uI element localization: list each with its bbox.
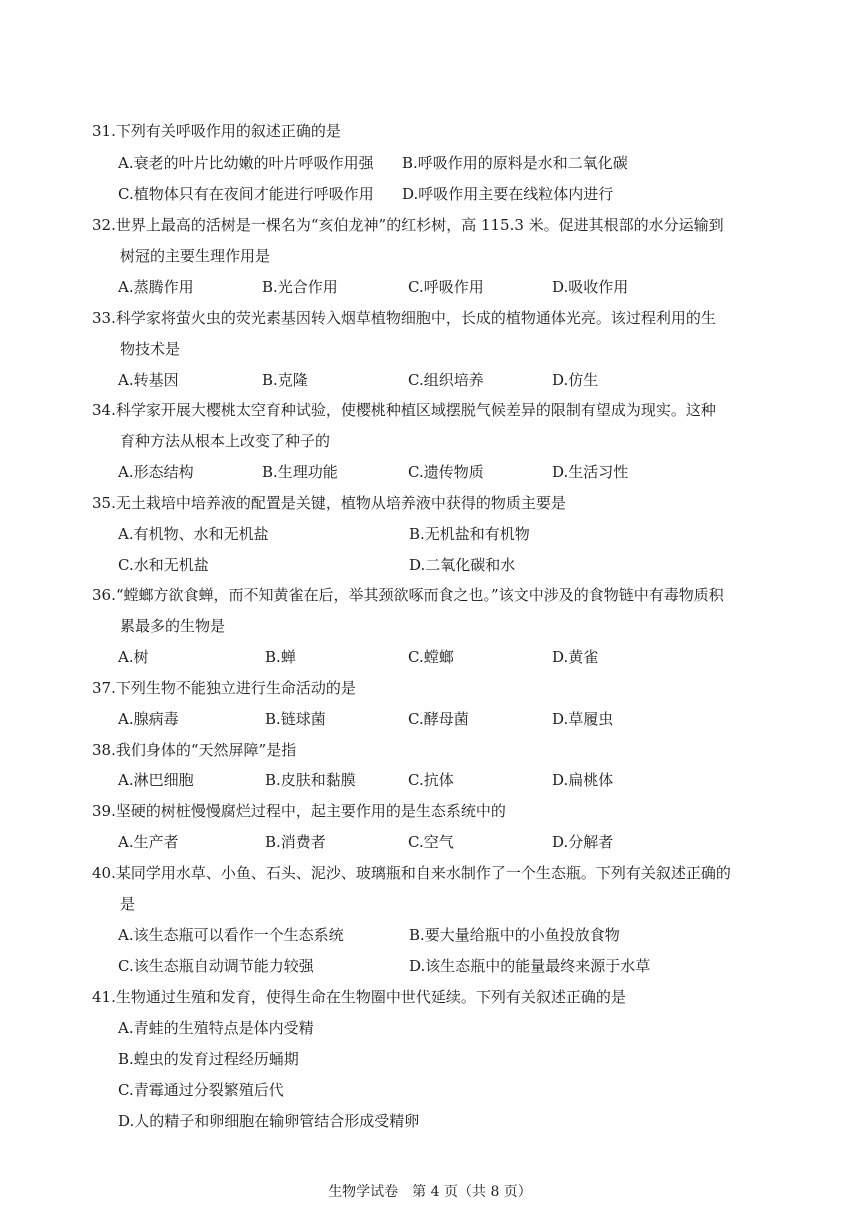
question-37-option-d: D.草履虫 xyxy=(552,710,614,728)
question-41-stem: 41.生物通过生殖和发育，使得生命在生物圈中世代延续。下列有关叙述正确的是 xyxy=(92,988,626,1006)
question-38-option-c: C.抗体 xyxy=(408,771,454,789)
question-40-option-c: C.该生态瓶自动调节能力较强 xyxy=(118,957,314,975)
question-36-option-d: D.黄雀 xyxy=(552,648,599,666)
question-39-stem: 39.坚硬的树桩慢慢腐烂过程中，起主要作用的是生态系统中的 xyxy=(92,802,506,820)
question-33-option-d: D.仿生 xyxy=(552,371,599,389)
question-32-stem: 32.世界上最高的活树是一棵名为“亥伯龙神”的红杉树，高 115.3 米。促进其根部的水分运输到 xyxy=(92,216,724,234)
question-34-option-b: B.生理功能 xyxy=(262,463,338,481)
question-37-stem: 37.下列生物不能独立进行生命活动的是 xyxy=(92,679,356,697)
question-38-option-d: D.扁桃体 xyxy=(552,771,614,789)
question-32-stem-cont: 树冠的主要生理作用是 xyxy=(120,247,271,265)
question-40-stem-cont: 是 xyxy=(120,895,136,913)
question-31-stem: 31.下列有关呼吸作用的叙述正确的是 xyxy=(92,122,341,140)
question-37-option-a: A.腺病毒 xyxy=(118,710,179,728)
question-31-option-b: B.呼吸作用的原料是水和二氧化碳 xyxy=(402,154,628,172)
question-36-option-b: B.蝉 xyxy=(265,648,296,666)
question-33-stem: 33.科学家将萤火虫的荧光素基因转入烟草植物细胞中，长成的植物通体光亮。该过程利用的生 xyxy=(92,309,716,327)
question-41-option-c: C.青霉通过分裂繁殖后代 xyxy=(118,1081,284,1099)
question-38-option-b: B.皮肤和黏膜 xyxy=(265,771,356,789)
question-33-option-b: B.克隆 xyxy=(262,371,308,389)
question-39-option-a: A.生产者 xyxy=(118,833,179,851)
question-34-stem-cont: 育种方法从根本上改变了种子的 xyxy=(120,432,331,450)
question-33-stem-cont: 物技术是 xyxy=(120,340,181,358)
question-38-option-a: A.淋巴细胞 xyxy=(118,771,194,789)
question-32-option-b: B.光合作用 xyxy=(262,278,338,296)
question-34-stem: 34.科学家开展大樱桃太空育种试验，使樱桃种植区域摆脱气候差异的限制有望成为现实。这种 xyxy=(92,401,716,419)
question-31-option-d: D.呼吸作用主要在线粒体内进行 xyxy=(402,185,614,203)
question-40-option-b: B.要大量给瓶中的小鱼投放食物 xyxy=(409,926,620,944)
question-33-option-a: A.转基因 xyxy=(118,371,179,389)
page-footer: 生物学试卷 第 4 页（共 8 页） xyxy=(328,1184,532,1200)
question-31-option-c: C.植物体只有在夜间才能进行呼吸作用 xyxy=(118,185,374,203)
question-39-option-d: D.分解者 xyxy=(552,833,614,851)
question-36-option-c: C.螳螂 xyxy=(408,648,454,666)
question-32-option-a: A.蒸腾作用 xyxy=(118,278,194,296)
question-37-option-c: C.酵母菌 xyxy=(408,710,469,728)
question-34-option-d: D.生活习性 xyxy=(552,463,629,481)
question-41-option-d: D.人的精子和卵细胞在输卵管结合形成受精卵 xyxy=(118,1112,420,1130)
question-41-option-b: B.蝗虫的发育过程经历蛹期 xyxy=(118,1050,299,1068)
question-36-stem-cont: 累最多的生物是 xyxy=(120,617,226,635)
question-35-option-c: C.水和无机盐 xyxy=(118,556,209,574)
question-39-option-b: B.消费者 xyxy=(265,833,326,851)
question-35-option-d: D.二氧化碳和水 xyxy=(409,556,516,574)
question-35-option-b: B.无机盐和有机物 xyxy=(409,525,530,543)
question-37-option-b: B.链球菌 xyxy=(265,710,326,728)
question-40-stem: 40.某同学用水草、小鱼、石头、泥沙、玻璃瓶和自来水制作了一个生态瓶。下列有关叙述正确的 xyxy=(92,864,731,882)
question-40-option-d: D.该生态瓶中的能量最终来源于水草 xyxy=(409,957,651,975)
question-39-option-c: C.空气 xyxy=(408,833,454,851)
question-40-option-a: A.该生态瓶可以看作一个生态系统 xyxy=(118,926,344,944)
question-32-option-c: C.呼吸作用 xyxy=(408,278,484,296)
question-35-option-a: A.有机物、水和无机盐 xyxy=(118,525,269,543)
question-33-option-c: C.组织培养 xyxy=(408,371,484,389)
question-34-option-a: A.形态结构 xyxy=(118,463,194,481)
question-31-option-a: A.衰老的叶片比幼嫩的叶片呼吸作用强 xyxy=(118,154,374,172)
question-36-option-a: A.树 xyxy=(118,648,149,666)
question-36-stem: 36.“螳螂方欲食蝉，而不知黄雀在后，举其颈欲啄而食之也。”该文中涉及的食物链中有毒物质积 xyxy=(92,586,724,604)
question-38-stem: 38.我们身体的“天然屏障”是指 xyxy=(92,741,297,759)
question-41-option-a: A.青蛙的生殖特点是体内受精 xyxy=(118,1019,314,1037)
question-35-stem: 35.无土栽培中培养液的配置是关键，植物从培养液中获得的物质主要是 xyxy=(92,494,566,512)
question-34-option-c: C.遗传物质 xyxy=(408,463,484,481)
question-32-option-d: D.吸收作用 xyxy=(552,278,629,296)
